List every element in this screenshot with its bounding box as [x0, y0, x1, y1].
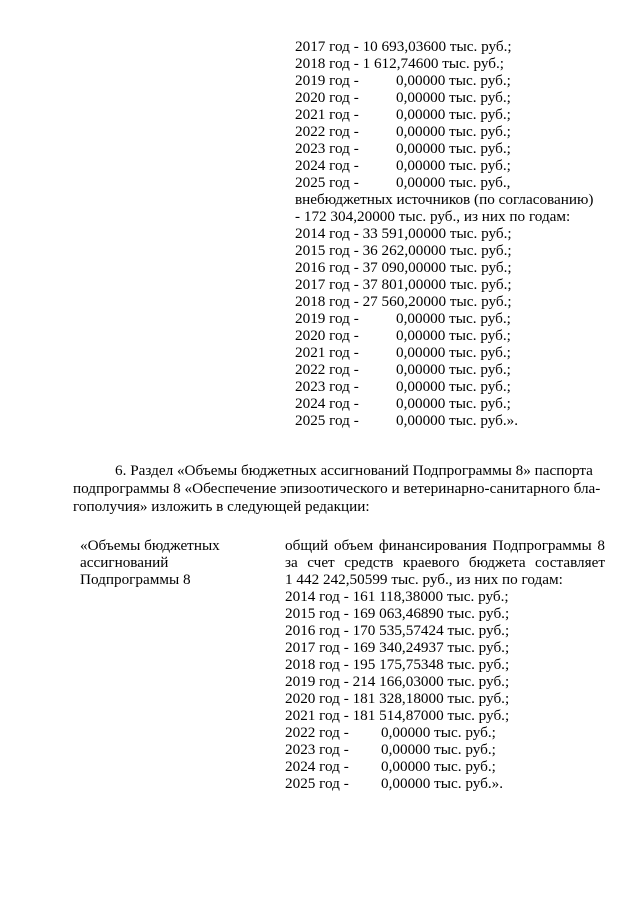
year-line: 2018 год - 195 175,75348 тыс. руб.; [285, 656, 510, 673]
year-line: 2017 год - 10 693,03600 тыс. руб.; [295, 38, 512, 55]
year-line: 2024 год - 0,00000 тыс. руб.; [295, 395, 511, 412]
year-line: 2025 год - 0,00000 тыс. руб.». [285, 775, 504, 792]
paragraph-line: 6. Раздел «Объемы бюджетных ассигнований Подпрограммы 8» паспорта [115, 462, 593, 479]
year-line: 2025 год - 0,00000 тыс. руб., [295, 174, 511, 191]
year-line: 2024 год - 0,00000 тыс. руб.; [285, 758, 496, 775]
year-line: 2014 год - 161 118,38000 тыс. руб.; [285, 588, 509, 605]
year-line: 2022 год - 0,00000 тыс. руб.; [295, 123, 511, 140]
year-line: 2023 год - 0,00000 тыс. руб.; [295, 140, 511, 157]
total-line: за счет средств краевого бюджета составляет [285, 554, 605, 571]
year-line: 2019 год - 214 166,03000 тыс. руб.; [285, 673, 510, 690]
year-line: 2024 год - 0,00000 тыс. руб.; [295, 157, 511, 174]
year-line: 2016 год - 170 535,57424 тыс. руб.; [285, 622, 510, 639]
year-line: 2021 год - 181 514,87000 тыс. руб.; [285, 707, 510, 724]
section-6-paragraph [73, 462, 613, 516]
year-line: 2025 год - 0,00000 тыс. руб.». [295, 412, 519, 429]
year-line: 2019 год - 0,00000 тыс. руб.; [295, 310, 511, 327]
total-line: общий объем финансирования Подпрограммы 8 [285, 537, 605, 554]
year-line: 2018 год - 27 560,20000 тыс. руб.; [295, 293, 512, 310]
year-line: 2022 год - 0,00000 тыс. руб.; [285, 724, 496, 741]
paragraph-line: гополучия» изложить в следующей редакции: [73, 498, 370, 515]
year-line: 2020 год - 0,00000 тыс. руб.; [295, 327, 511, 344]
year-line: 2020 год - 181 328,18000 тыс. руб.; [285, 690, 510, 707]
year-line: 2020 год - 0,00000 тыс. руб.; [295, 89, 511, 106]
year-line: 2016 год - 37 090,00000 тыс. руб.; [295, 259, 512, 276]
label-line: «Объемы бюджетных [80, 537, 220, 554]
year-line: 2014 год - 33 591,00000 тыс. руб.; [295, 225, 512, 242]
year-line: 2023 год - 0,00000 тыс. руб.; [285, 741, 496, 758]
label-line: ассигнований [80, 554, 169, 571]
year-line: 2021 год - 0,00000 тыс. руб.; [295, 344, 511, 361]
year-line: 2017 год - 169 340,24937 тыс. руб.; [285, 639, 510, 656]
subprogram-8-funding-block [285, 537, 605, 792]
total-line: 1 442 242,50599 тыс. руб., из них по годам: [285, 571, 563, 588]
extrabudget-heading: внебюджетных источников (по согласованию) [295, 191, 594, 208]
funding-continuation-block [295, 38, 615, 429]
year-line: 2015 год - 169 063,46890 тыс. руб.; [285, 605, 510, 622]
year-line: 2019 год - 0,00000 тыс. руб.; [295, 72, 511, 89]
year-line: 2015 год - 36 262,00000 тыс. руб.; [295, 242, 512, 259]
extrabudget-total: - 172 304,20000 тыс. руб., из них по годам: [295, 208, 571, 225]
year-line: 2022 год - 0,00000 тыс. руб.; [295, 361, 511, 378]
label-line: Подпрограммы 8 [80, 571, 191, 588]
paragraph-line: подпрограммы 8 «Обеспечение эпизоотического и ветеринарно-санитарного бла- [73, 480, 601, 497]
year-line: 2018 год - 1 612,74600 тыс. руб.; [295, 55, 505, 72]
year-line: 2017 год - 37 801,00000 тыс. руб.; [295, 276, 512, 293]
budget-label [80, 537, 270, 588]
year-line: 2023 год - 0,00000 тыс. руб.; [295, 378, 511, 395]
year-line: 2021 год - 0,00000 тыс. руб.; [295, 106, 511, 123]
